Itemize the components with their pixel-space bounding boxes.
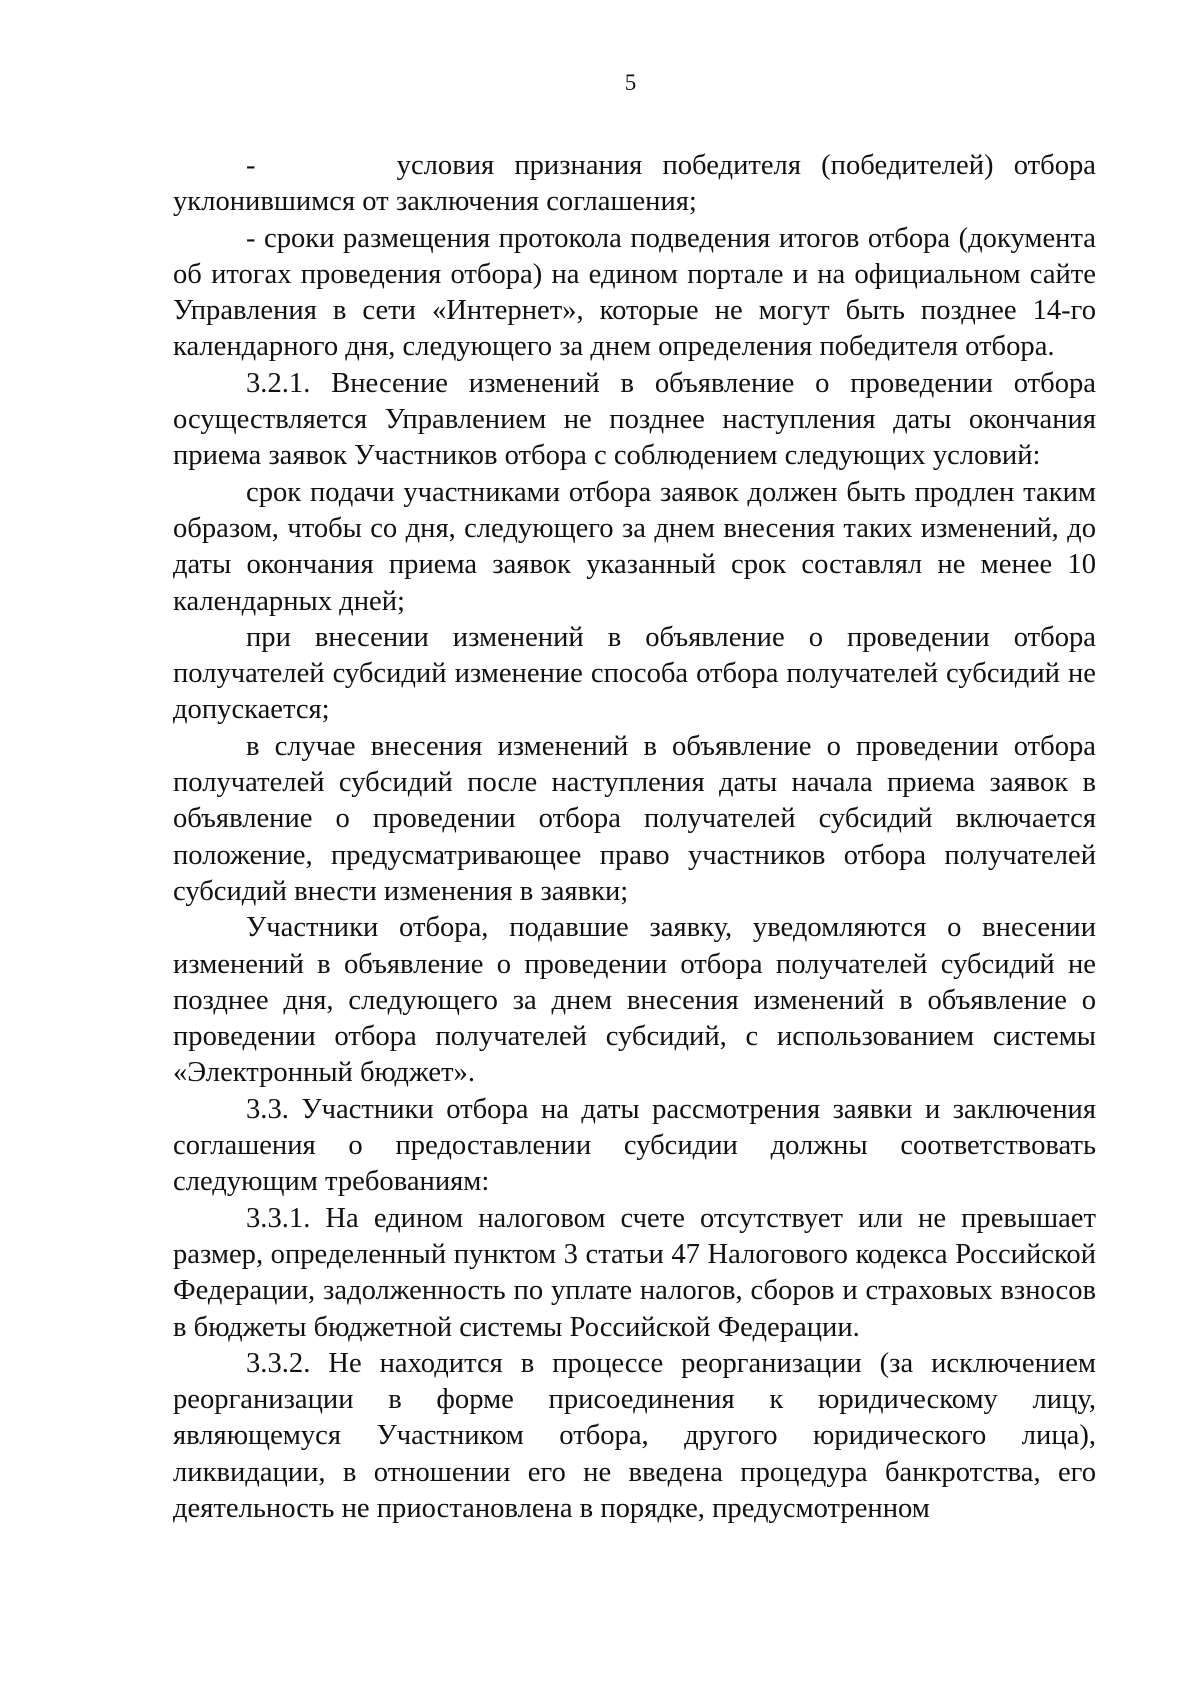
paragraph-application-changes: в случае внесения изменений в объявление о проведении отбора получателей субсидий после наступления даты начала приема заявок в объявление о проведении отбора получателей субсидий включается положение, предусматривающее право участников отбора получателей субсидий внести изменения в заявки; (173, 730, 1096, 907)
paragraph-winner-evasion: - условия признания победителя (победителей) отбора уклонившимся от заключения соглашения; (173, 150, 1096, 218)
paragraph-3-3: 3.3. Участники отбора на даты рассмотрения заявки и заключения соглашения о предоставлении субсидии должны соответствовать следующим требованиям: (173, 1093, 1096, 1198)
paragraph-method-change: при внесении изменений в объявление о проведении отбора получателей субсидий изменение способа отбора получателей субсидий не допускается; (173, 621, 1096, 726)
paragraph-deadline-extension: срок подачи участниками отбора заявок должен быть продлен таким образом, чтобы со дня, следующего за днем внесения таких изменений, до даты окончания приема заявок указанный срок составлял не менее 10 календарных дней; (173, 476, 1096, 617)
paragraph-3-2-1: 3.2.1. Внесение изменений в объявление о проведении отбора осуществляется Управлением не позднее наступления даты окончания приема заявок Участников отбора с соблюдением следующих условий: (173, 367, 1096, 472)
document-body (173, 148, 1096, 1527)
paragraph-protocol-deadlines: - сроки размещения протокола подведения итогов отбора (документа об итогах проведения отбора) на едином портале и на официальном сайте Управления в сети «Интернет», которые не могут быть позднее 14-го календарного дня, следующего за днем определения победителя отбора. (173, 222, 1096, 363)
paragraph-3-3-1: 3.3.1. На едином налоговом счете отсутствует или не превышает размер, определенный пунктом 3 статьи 47 Налогового кодекса Российской Федерации, задолженность по уплате налогов, сборов и страховых взносов в бюджеты бюджетной системы Российской Федерации. (173, 1202, 1096, 1343)
page-number: 5 (624, 70, 637, 95)
paragraph-3-3-2: 3.3.2. Не находится в процессе реорганизации (за исключением реорганизации в форме присоединения к юридическому лицу, являющемуся Участником отбора, другого юридического лица), ликвидации, в отношении его не введена процедура банкротства, его деятельность не приостановлена в порядке, предусмотренном (173, 1347, 1096, 1524)
paragraph-participant-notification: Участники отбора, подавшие заявку, уведомляются о внесении изменений в объявление о проведении отбора получателей субсидий не позднее дня, следующего за днем внесения изменений в объявление о проведении отбора получателей субсидий, с использованием системы «Электронный бюджет». (173, 912, 1096, 1089)
